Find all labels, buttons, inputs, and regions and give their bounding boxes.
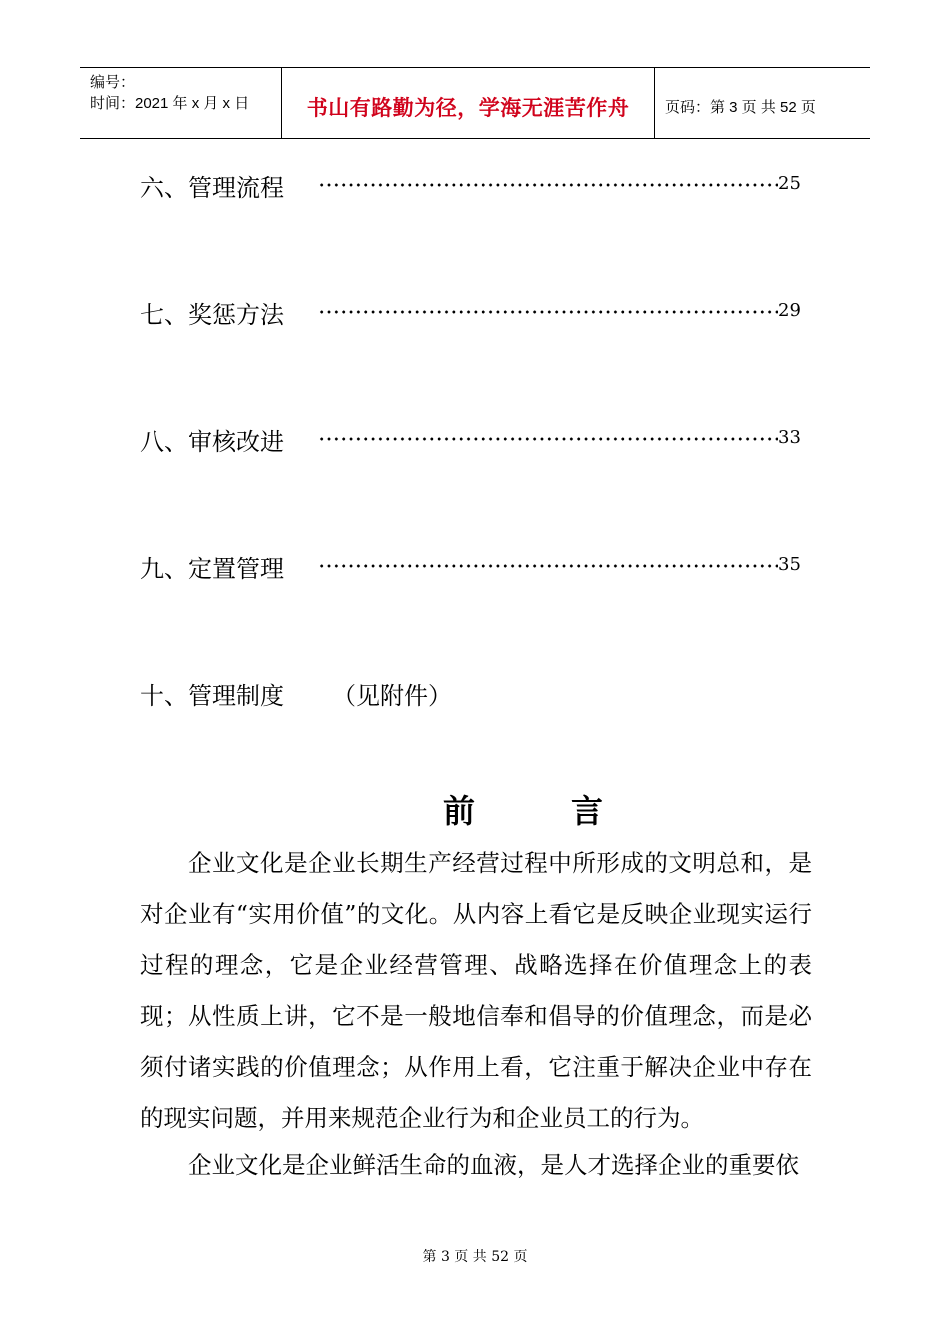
toc-entry-title: 七、奖惩方法 — [140, 301, 284, 329]
header-page-cell — [655, 68, 870, 138]
page-header — [80, 67, 870, 139]
toc-entry-page: 33 — [778, 427, 801, 448]
page-footer: 第 3 页 共 52 页 — [422, 1249, 528, 1265]
header-meta-cell — [80, 68, 281, 138]
serial-label: 编号： — [90, 74, 136, 91]
toc-entry — [140, 549, 805, 589]
toc-entry — [140, 168, 805, 208]
toc-entry — [140, 295, 805, 335]
toc-entry-page: 25 — [778, 173, 801, 194]
motto: 书山有路勤为径，学海无涯苦作舟 — [306, 97, 630, 120]
toc-entry — [140, 422, 805, 462]
header-page-info: 页码：第 3 页 共 52 页 — [665, 99, 816, 116]
preface-paragraph: 企业文化是企业长期生产经营过程中所形成的文明总和，是对企业有“实用价值”的文化。从内容上看它是反映企业现实运行过程的理念，它是企业经营管理、战略选择在价值理念上的表现；从性质上讲，它不是一般地信奉和倡导的价值理念，而是必须付诸实践的价值理念；从作用上看，它注重于解决企业中存在的现实问题，并用来规范企业行为和企业员工的行为。 — [140, 849, 812, 1132]
toc-leader-dots — [318, 436, 778, 442]
toc-entry-note: （见附件） — [332, 682, 452, 710]
date-line: 时间：2021 年 x 月 x 日 — [90, 95, 250, 112]
toc-leader-dots — [318, 182, 778, 188]
preface-title: 前言 — [442, 792, 699, 830]
toc-entry-page: 29 — [778, 300, 801, 321]
toc-entry-title: 八、审核改进 — [140, 428, 284, 456]
toc-leader-dots — [318, 309, 778, 315]
header-motto-cell — [281, 68, 655, 138]
toc-leader-dots — [318, 563, 778, 569]
toc-entry-page: 35 — [778, 554, 801, 575]
preface-paragraph: 企业文化是企业鲜活生命的血液，是人才选择企业的重要依 — [188, 1151, 799, 1179]
toc-entry-title: 六、管理流程 — [140, 174, 284, 202]
toc-entry-title: 十、管理制度 — [140, 682, 284, 710]
toc-entry-title: 九、定置管理 — [140, 555, 284, 583]
toc-entry — [140, 676, 805, 716]
